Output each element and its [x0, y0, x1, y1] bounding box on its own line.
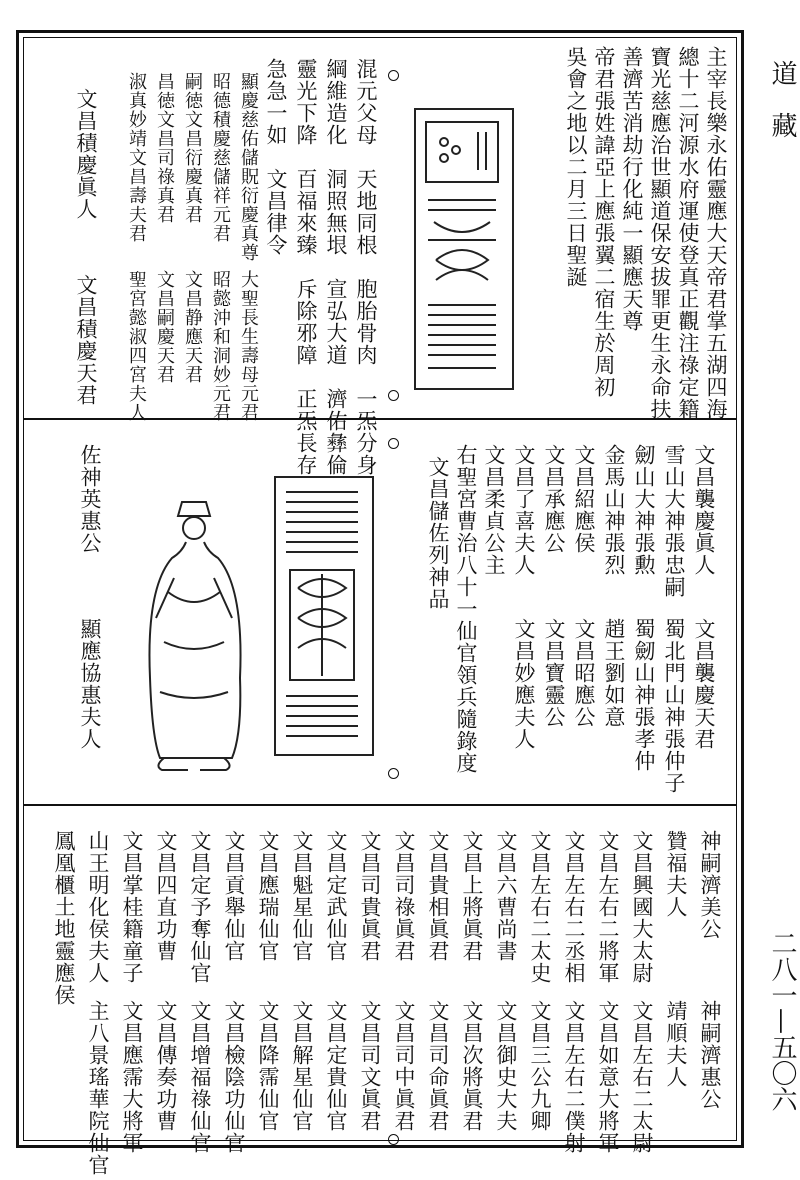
deity-title: 大聖長生壽母元君: [238, 270, 259, 422]
deity-name: 文昌寶靈公: [542, 618, 566, 728]
bottom-official-title: 文昌應瑞仙官: [256, 830, 280, 962]
bottom-official-title: 文昌司命眞君: [426, 1000, 450, 1132]
caption: 佐神英惠公: [78, 444, 102, 554]
bottom-official-title: 文昌興國大太尉: [630, 830, 654, 984]
bottom-official-title: 山王明化侯夫人: [86, 830, 110, 984]
deity-name: 文昌襲慶天君: [692, 618, 716, 750]
bottom-official-title: 文昌如意大將軍: [596, 1000, 620, 1154]
talisman-seal-1: [414, 108, 514, 390]
deity-name: 文昌襲慶眞人: [692, 444, 716, 576]
deity-title: 文昌静應天君: [182, 270, 203, 384]
bottom-official-title: 文昌貢舉仙官: [222, 830, 246, 962]
deity-name: 雪山大神張忠嗣: [662, 444, 686, 598]
deity-title: 文昌積慶天君: [74, 274, 98, 406]
middle-panel: [24, 418, 736, 806]
bottom-panel: [24, 804, 736, 1176]
hymn-line: 綱維造化 洞照無垠 宣弘大道 濟佑彝倫: [324, 58, 348, 476]
intro-line: 主宰長樂永佑靈應大天帝君掌五湖四海: [704, 46, 728, 420]
deity-title: 文昌積慶眞人: [74, 88, 98, 220]
bottom-official-title: 文昌次將眞君: [460, 1000, 484, 1132]
bottom-official-title: 文昌司貴眞君: [358, 830, 382, 962]
punch-hole-marker: [388, 70, 399, 81]
bottom-official-title: 文昌三公九卿: [528, 1000, 552, 1132]
bottom-official-title: 文昌六曹尚書: [494, 830, 518, 962]
bottom-official-title: 文昌四直功曹: [154, 830, 178, 962]
bottom-official-title: 文昌降霈仙官: [256, 1000, 280, 1132]
bottom-official-title: 文昌定貴仙官: [324, 1000, 348, 1132]
deity-title: 聖宮懿淑四宮夫人: [126, 270, 147, 422]
deity-title: 顯慶慈佑儲貺衍慶真尊: [238, 72, 259, 262]
deity-name: 文昌紹應侯: [572, 444, 596, 554]
intro-line: 吳會之地以二月三日聖誕: [564, 46, 588, 288]
intro-line: 寶光慈應治世顯道保安拔罪更生永命扶: [648, 46, 672, 420]
deity-name: 蜀劒山神張孝仲: [632, 618, 656, 772]
page-inner-border: [23, 37, 737, 1176]
bottom-official-title: 文昌御史大夫: [494, 1000, 518, 1132]
bottom-official-title: 文昌檢陰功仙官: [222, 1000, 246, 1154]
punch-hole-marker: [388, 390, 399, 401]
caption: 顯應協惠夫人: [78, 618, 102, 750]
bottom-official-title: 文昌司文眞君: [358, 1000, 382, 1132]
bottom-official-title: 文昌定武仙官: [324, 830, 348, 962]
deity-name: 劒山大神張勲: [632, 444, 656, 576]
punch-hole-marker: [388, 438, 399, 449]
bottom-official-title: 文昌左右二太史: [528, 830, 552, 984]
deity-name: 文昌昭應公: [572, 618, 596, 728]
bottom-official-title: 主八景瑤華院仙官: [86, 1000, 110, 1176]
punch-hole-marker: [388, 1134, 399, 1145]
bottom-official-title: 神嗣濟惠公: [698, 1000, 722, 1110]
bottom-official-title: 神嗣濟美公: [698, 830, 722, 940]
intro-line: 善濟苦消劫行化純一顯應天尊: [620, 46, 644, 332]
bottom-official-title: 文昌魁星仙官: [290, 830, 314, 962]
hymn-line: 急急一如 文昌律令: [264, 58, 288, 256]
bottom-official-title: 文昌左右二僕射: [562, 1000, 586, 1154]
bottom-official-title: 文昌增福祿仙官: [188, 1000, 212, 1154]
bottom-official-title: 文昌貴相眞君: [426, 830, 450, 962]
bottom-official-title: 文昌左右二太尉: [630, 1000, 654, 1154]
bottom-official-title: 靖順夫人: [664, 1000, 688, 1088]
deity-name: 文昌柔貞公主: [482, 444, 506, 576]
talisman-seal-2: [274, 476, 374, 756]
deity-title: 淑真妙靖文昌壽夫君: [126, 72, 147, 243]
deity-figure-illustration: [134, 482, 254, 772]
bottom-official-title: 文昌傳奏功曹: [154, 1000, 178, 1132]
deity-name: 文昌了喜夫人: [512, 444, 536, 576]
bottom-official-title: 文昌左右二將軍: [596, 830, 620, 984]
punch-hole-marker: [388, 768, 399, 779]
bottom-official-title: 文昌掌桂籍童子: [120, 830, 144, 984]
top-panel: [24, 38, 736, 476]
bottom-official-title: 贊福夫人: [664, 830, 688, 918]
bottom-official-title: 文昌司祿眞君: [392, 830, 416, 962]
deity-title: 嗣徳文昌衍慶真君: [182, 72, 203, 224]
deity-name: 金馬山神張烈: [602, 444, 626, 576]
collection-label: 道 藏: [767, 60, 797, 138]
bottom-official-title: 文昌左右二丞相: [562, 830, 586, 984]
bottom-official-title: 文昌定予奪仙官: [188, 830, 212, 984]
page-number: 二八一—五〇六: [767, 930, 797, 1112]
deity-title: 昭德積慶慈儲祥元君: [210, 72, 231, 243]
deity-name: 文昌承應公: [542, 444, 566, 554]
hymn-line: 混元父母 天地同根 胞胎骨肉 一炁分身: [354, 58, 378, 476]
intro-line: 總十二河源水府運使登真正觀注祿定籍: [676, 46, 700, 420]
deity-title: 文昌嗣慶天君: [154, 270, 175, 384]
bottom-official-title: 文昌司中眞君: [392, 1000, 416, 1132]
deity-name: 趙王劉如意: [602, 618, 626, 728]
deity-title: 昭懿沖和洞妙元君: [210, 270, 231, 422]
hymn-line: 靈光下降 百福來臻 斥除邪障 正炁長存: [294, 58, 318, 476]
prose-line: 右聖宮曹治八十一仙官領兵隨錄度: [454, 444, 478, 774]
intro-line: 帝君張姓諱亞上應張翼二宿生於周初: [592, 46, 616, 398]
deity-name: 蜀北門山神張仲子: [662, 618, 686, 794]
bottom-official-title: 鳳凰櫃土地靈應侯: [52, 830, 76, 1006]
deity-title: 昌徳文昌司祿真君: [154, 72, 175, 224]
page-frame: [16, 30, 744, 1176]
bottom-official-title: 文昌上將眞君: [460, 830, 484, 962]
deity-name: 文昌妙應夫人: [512, 618, 536, 750]
bottom-official-title: 文昌應霈大將軍: [120, 1000, 144, 1154]
bottom-official-title: 文昌解星仙官: [290, 1000, 314, 1132]
prose-line: 文昌儲佐列神品: [426, 456, 450, 610]
